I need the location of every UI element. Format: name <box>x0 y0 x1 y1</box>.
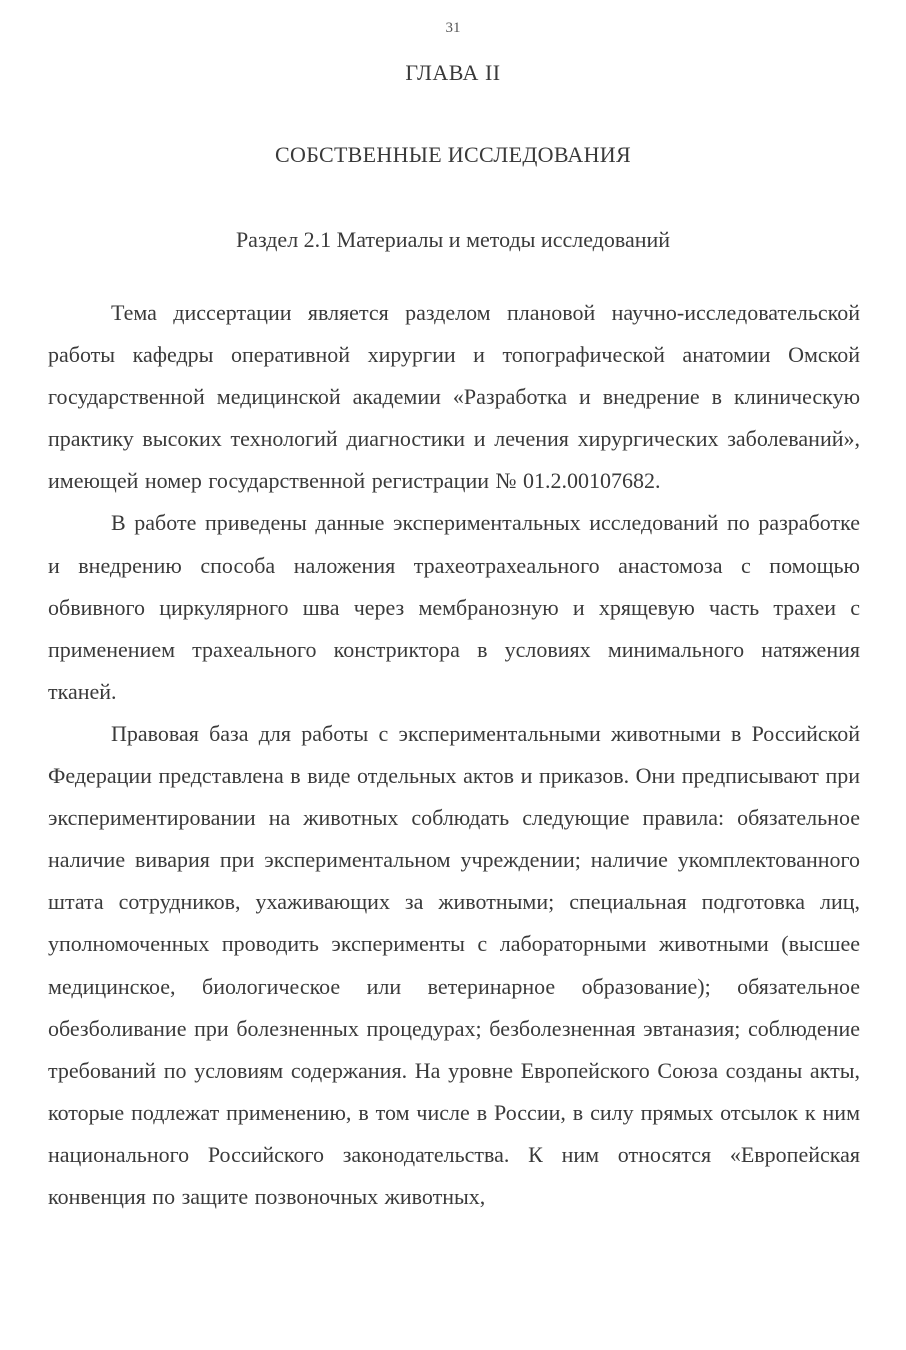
paragraph-dissertation-topic: Тема диссертации является разделом плановой научно-исследовательской работы кафедры оперативной хирургии и топографической анатомии Омской государственной медицинской академии «Разработка и внедрение в клиническую практику высоких технологий диагностики и лечения хирургических заболеваний», имеющей номер государственной регистрации № 01.2.00107682. <box>48 300 860 494</box>
body-text <box>48 292 860 1218</box>
paragraph-experimental-work: В работе приведены данные экспериментальных исследований по разработке и внедрению способа наложения трахеотрахеального анастомоза с помощью обвивного циркулярного шва через мембранозную и хрящевую часть трахеи с применением трахеального констриктора в условиях минимального натяжения тканей. <box>48 510 860 704</box>
page-number: 31 <box>445 20 461 36</box>
chapter-heading: ГЛАВА II <box>405 60 501 85</box>
section-heading: СОБСТВЕННЫЕ ИССЛЕДОВАНИЯ <box>275 142 631 167</box>
paragraph-legal-basis: Правовая база для работы с экспериментальными животными в Российской Федерации представлена в виде отдельных актов и приказов. Они предписывают при экспериментировании на животных соблюдать следующие правила: обязательное наличие вивария при экспериментальном учреждении; наличие укомплектованного штата сотрудников, ухаживающих за животными; специальная подготовка лиц, уполномоченных проводить эксперименты с лабораторными животными (высшее медицинское, биологическое или ветеринарное образование); обязательное обезболивание при болезненных процедурах; безболезненная эвтаназия; соблюдение требований по условиям содержания. На уровне Европейского Союза созданы акты, которые подлежат применению, в том числе в России, в силу прямых отсылок к ним национального Российского законодательства. К ним относятся «Европейская конвенция по защите позвоночных животных, <box>48 720 860 1209</box>
subsection-heading: Раздел 2.1 Материалы и методы исследований <box>235 227 671 252</box>
